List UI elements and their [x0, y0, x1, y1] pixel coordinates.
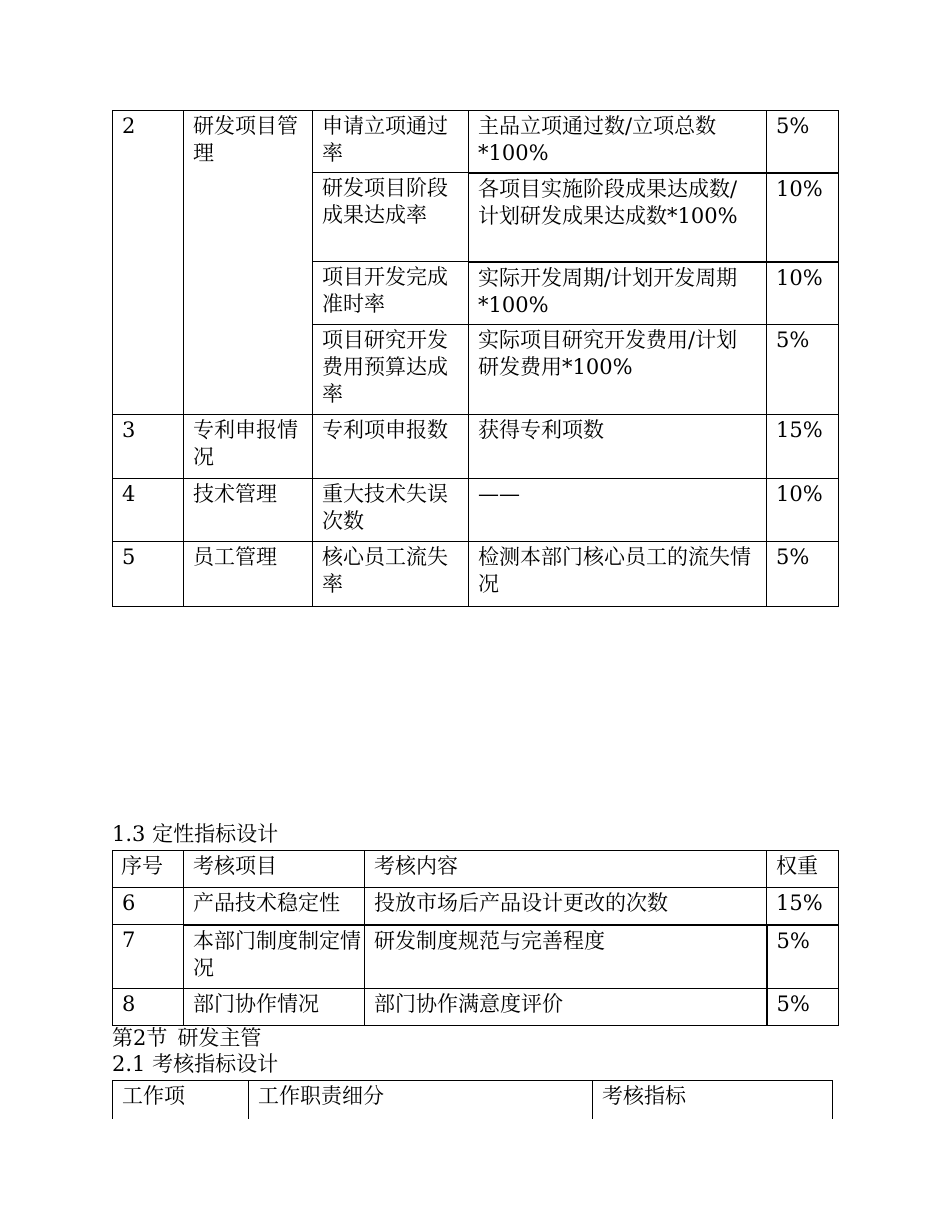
row-number-cell: 7: [113, 925, 184, 989]
weight-cell: 10%: [767, 173, 839, 262]
indicator-cell: 核心员工流失率: [313, 542, 469, 607]
row-number-cell: 5: [113, 542, 184, 607]
indicator-cell: 重大技术失误次数: [313, 479, 469, 542]
weight-cell: 5%: [767, 925, 839, 989]
header-weight: 权重: [767, 851, 839, 888]
indicator-cell: 研发项目阶段成果达成率: [313, 173, 469, 262]
table-row: [113, 415, 839, 479]
weight-cell: 5%: [767, 325, 839, 415]
weight-cell: 5%: [767, 542, 839, 607]
weight-cell: 15%: [767, 888, 839, 925]
formula-cell: 各项目实施阶段成果达成数/计划研发成果达成数*100%: [469, 173, 767, 262]
row-number-cell: 4: [113, 479, 184, 542]
assessment-item-cell: 产品技术稳定性: [184, 888, 365, 925]
table-row: [113, 888, 839, 925]
header-indicator: 考核指标: [593, 1081, 833, 1119]
indicator-cell: 项目研究开发费用预算达成率: [313, 325, 469, 415]
assessment-item-cell: 员工管理: [184, 542, 313, 607]
table-row: [113, 479, 839, 542]
table-row: [113, 542, 839, 607]
table-row: [113, 111, 839, 173]
assessment-content-cell: 投放市场后产品设计更改的次数: [365, 888, 767, 925]
weight-cell: 15%: [767, 415, 839, 479]
assessment-item-cell: 本部门制度制定情况: [184, 925, 365, 989]
assessment-item-cell: 研发项目管理: [184, 111, 313, 415]
table-header-row: [113, 1081, 833, 1119]
row-number-cell: 3: [113, 415, 184, 479]
header-content: 考核内容: [365, 851, 767, 888]
section-label: 第2节: [112, 1026, 168, 1050]
table-row: [113, 989, 839, 1026]
formula-cell: 获得专利项数: [469, 415, 767, 479]
indicator-cell: 申请立项通过率: [313, 111, 469, 173]
table-header-row: [113, 851, 839, 888]
assessment-item-cell: 专利申报情况: [184, 415, 313, 479]
qualitative-indicator-table: [112, 850, 839, 1026]
table-row: [113, 925, 839, 989]
section-heading-2-1: 2.1 考核指标设计: [112, 1052, 279, 1076]
assessment-content-cell: 部门协作满意度评价: [365, 989, 767, 1026]
formula-cell: 检测本部门核心员工的流失情况: [469, 542, 767, 607]
assessment-indicator-table: [112, 1080, 833, 1119]
header-duties: 工作职责细分: [249, 1081, 593, 1119]
weight-cell: 5%: [767, 111, 839, 173]
weight-cell: 10%: [767, 262, 839, 325]
section-heading-2: [112, 1026, 261, 1050]
indicator-cell: 专利项申报数: [313, 415, 469, 479]
formula-cell: 主品立项通过数/立项总数*100%: [469, 111, 767, 173]
formula-cell: ——: [469, 479, 767, 542]
weight-cell: 5%: [767, 989, 839, 1026]
formula-cell: 实际开发周期/计划开发周期*100%: [469, 262, 767, 325]
indicator-cell: 项目开发完成准时率: [313, 262, 469, 325]
assessment-item-cell: 技术管理: [184, 479, 313, 542]
assessment-item-cell: 部门协作情况: [184, 989, 365, 1026]
row-number-cell: 6: [113, 888, 184, 925]
header-item: 考核项目: [184, 851, 365, 888]
row-number-cell: 8: [113, 989, 184, 1026]
formula-cell: 实际项目研究开发费用/计划研发费用*100%: [469, 325, 767, 415]
assessment-content-cell: 研发制度规范与完善程度: [365, 925, 767, 989]
section-title: 研发主管: [177, 1026, 262, 1050]
header-no: 序号: [113, 851, 184, 888]
section-heading-1-3: 1.3 定性指标设计: [112, 822, 279, 846]
weight-cell: 10%: [767, 479, 839, 542]
header-work-item: 工作项: [113, 1081, 249, 1119]
quantitative-indicator-table: [112, 110, 839, 607]
row-number-cell: 2: [113, 111, 184, 415]
